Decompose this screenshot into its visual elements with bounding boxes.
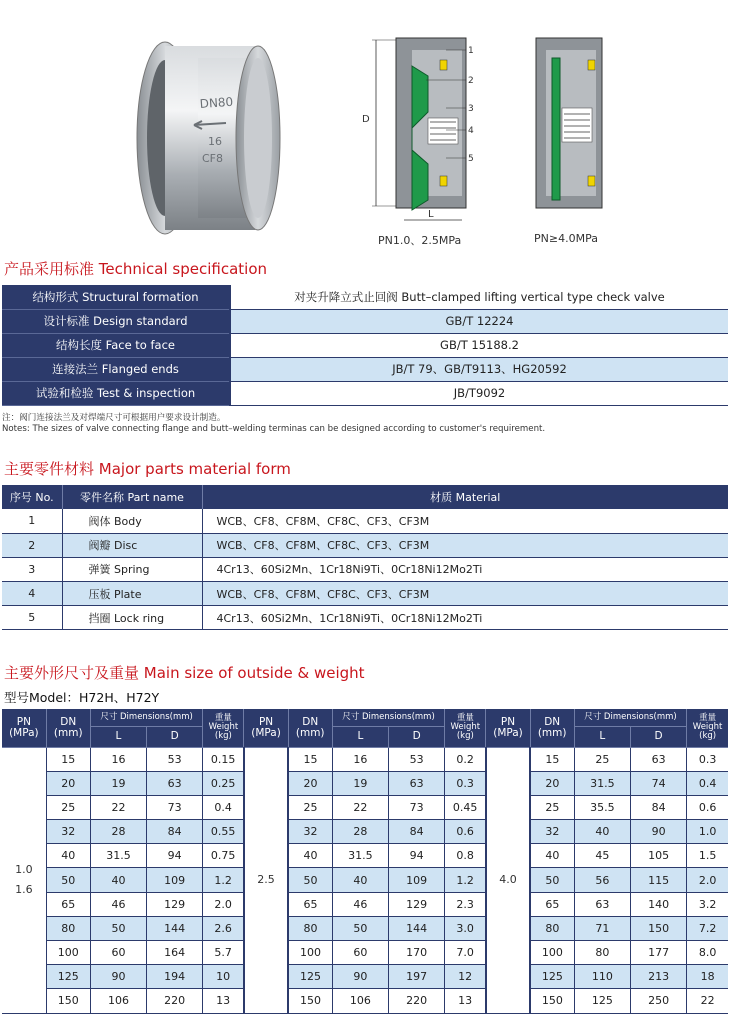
header-l: L <box>332 727 388 747</box>
dimensions-table <box>2 709 728 1014</box>
dims-body <box>2 747 728 1013</box>
header-dimensions: 尺寸 Dimensions(mm) <box>332 709 444 727</box>
table-row <box>2 941 728 965</box>
cell-weight: 0.75 <box>203 844 244 868</box>
cell-d: 250 <box>630 989 686 1013</box>
header-part: 零件名称 Part name <box>62 485 202 509</box>
cell-weight: 0.15 <box>203 747 244 771</box>
cell-dn: 125 <box>46 965 90 989</box>
table-row <box>2 381 728 405</box>
dims-header <box>2 709 728 747</box>
cell-dn: 15 <box>530 747 574 771</box>
cell-dn: 50 <box>46 868 90 892</box>
cell-l: 22 <box>90 795 146 819</box>
cell-weight: 13 <box>203 989 244 1013</box>
header-weight: 重量 Weight (kg) <box>445 709 486 747</box>
cell-d: 220 <box>389 989 445 1013</box>
cell-d: 94 <box>389 844 445 868</box>
part-name: 挡圈 Lock ring <box>62 606 202 630</box>
spec-value: GB/T 15188.2 <box>230 333 728 357</box>
header-weight: 重量 Weight (kg) <box>687 709 728 747</box>
cell-weight: 1.5 <box>687 844 728 868</box>
cell-l: 63 <box>574 892 630 916</box>
cell-weight: 2.0 <box>203 892 244 916</box>
cell-dn: 100 <box>46 941 90 965</box>
cell-weight: 10 <box>203 965 244 989</box>
table-row <box>2 844 728 868</box>
cell-d: 220 <box>147 989 203 1013</box>
cell-d: 63 <box>389 771 445 795</box>
table-row <box>2 916 728 940</box>
cell-dn: 40 <box>530 844 574 868</box>
cell-l: 46 <box>332 892 388 916</box>
spec-value: GB/T 12224 <box>230 309 728 333</box>
cell-dn: 15 <box>46 747 90 771</box>
table-row <box>2 582 728 606</box>
cell-weight: 7.0 <box>445 941 486 965</box>
cell-d: 63 <box>147 771 203 795</box>
header-pn: PN (MPa) <box>2 709 46 747</box>
pn-group-value: 4.0 <box>486 747 530 1013</box>
cell-d: 73 <box>147 795 203 819</box>
part-no: 3 <box>2 557 62 581</box>
cell-l: 56 <box>574 868 630 892</box>
section-drawing-pn40 <box>536 38 602 208</box>
cell-d: 84 <box>147 820 203 844</box>
cell-d: 194 <box>147 965 203 989</box>
cell-d: 53 <box>389 747 445 771</box>
cell-l: 46 <box>90 892 146 916</box>
header-l: L <box>90 727 146 747</box>
cell-l: 40 <box>332 868 388 892</box>
header-l: L <box>574 727 630 747</box>
table-row <box>2 509 728 533</box>
cell-d: 84 <box>630 795 686 819</box>
cell-dn: 50 <box>530 868 574 892</box>
part-no: 4 <box>2 582 62 606</box>
header-d: D <box>147 727 203 747</box>
table-row <box>2 989 728 1013</box>
cell-weight: 3.0 <box>445 916 486 940</box>
table-row <box>2 309 728 333</box>
cell-dn: 40 <box>288 844 332 868</box>
spec-value: 对夹升降立式止回阀 Butt–clamped lifting vertical type check valve <box>230 285 728 309</box>
note-chinese: 注：阀门连接法兰及对焊端尺寸可根据用户要求设计制造。 <box>2 413 226 423</box>
cell-l: 31.5 <box>574 771 630 795</box>
cell-weight: 5.7 <box>203 941 244 965</box>
table-row <box>2 533 728 557</box>
cell-d: 177 <box>630 941 686 965</box>
part-material: WCB、CF8、CF8M、CF8C、CF3、CF3M <box>202 582 728 606</box>
cell-dn: 100 <box>530 941 574 965</box>
caption-pn10: PN1.0、2.5MPa <box>378 234 462 247</box>
cell-l: 31.5 <box>332 844 388 868</box>
cell-weight: 2.6 <box>203 916 244 940</box>
note-english: Notes: The sizes of valve connecting flange and butt–welding terminas can be designed according to customer's requirement. <box>2 424 546 434</box>
cell-l: 90 <box>332 965 388 989</box>
cell-weight: 1.2 <box>203 868 244 892</box>
part-material: 4Cr13、60Si2Mn、1Cr18Ni9Ti、0Cr18Ni12Mo2Ti <box>202 606 728 630</box>
cell-d: 63 <box>630 747 686 771</box>
cell-dn: 150 <box>288 989 332 1013</box>
cell-l: 110 <box>574 965 630 989</box>
model-line: 型号Model：H72H、H72Y <box>4 690 160 705</box>
cell-dn: 150 <box>530 989 574 1013</box>
spec-label: 结构长度 Face to face <box>2 333 230 357</box>
cell-d: 140 <box>630 892 686 916</box>
cell-dn: 25 <box>46 795 90 819</box>
callout-1: 1 <box>468 46 474 56</box>
header-d: D <box>630 727 686 747</box>
cell-dn: 40 <box>46 844 90 868</box>
cell-l: 60 <box>332 941 388 965</box>
header-weight: 重量 Weight (kg) <box>203 709 244 747</box>
cell-d: 74 <box>630 771 686 795</box>
cell-weight: 0.4 <box>687 771 728 795</box>
cell-d: 84 <box>389 820 445 844</box>
cell-d: 105 <box>630 844 686 868</box>
table-row <box>2 771 728 795</box>
cell-dn: 32 <box>530 820 574 844</box>
cell-weight: 0.3 <box>445 771 486 795</box>
callout-3: 3 <box>468 104 474 114</box>
cell-d: 144 <box>147 916 203 940</box>
cell-dn: 50 <box>288 868 332 892</box>
cell-d: 197 <box>389 965 445 989</box>
cell-dn: 32 <box>46 820 90 844</box>
table-row <box>2 965 728 989</box>
dimension-label-d: D <box>362 114 370 125</box>
cell-l: 90 <box>90 965 146 989</box>
table-header-row <box>2 485 728 509</box>
spec-label: 设计标准 Design standard <box>2 309 230 333</box>
cell-weight: 3.2 <box>687 892 728 916</box>
cell-weight: 0.4 <box>203 795 244 819</box>
cell-dn: 20 <box>46 771 90 795</box>
cell-weight: 2.3 <box>445 892 486 916</box>
photo-mark-pressure: 16 <box>208 135 222 148</box>
table-header-row <box>2 727 728 747</box>
valve-photo <box>137 42 280 234</box>
table-row <box>2 820 728 844</box>
materials-table <box>2 485 728 630</box>
technical-spec-table <box>2 285 728 406</box>
cell-weight: 1.0 <box>687 820 728 844</box>
cell-weight: 0.45 <box>445 795 486 819</box>
table-row <box>2 892 728 916</box>
part-material: 4Cr13、60Si2Mn、1Cr18Ni9Ti、0Cr18Ni12Mo2Ti <box>202 557 728 581</box>
part-name: 阀体 Body <box>62 509 202 533</box>
part-no: 1 <box>2 509 62 533</box>
callout-4: 4 <box>468 126 474 136</box>
cell-dn: 32 <box>288 820 332 844</box>
cell-weight: 18 <box>687 965 728 989</box>
cell-l: 40 <box>90 868 146 892</box>
header-dimensions: 尺寸 Dimensions(mm) <box>90 709 202 727</box>
cell-weight: 7.2 <box>687 916 728 940</box>
cell-d: 170 <box>389 941 445 965</box>
cell-dn: 80 <box>530 916 574 940</box>
cell-d: 109 <box>389 868 445 892</box>
cell-d: 144 <box>389 916 445 940</box>
cell-d: 53 <box>147 747 203 771</box>
header-dn: DN (mm) <box>530 709 574 747</box>
part-no: 2 <box>2 533 62 557</box>
cell-l: 125 <box>574 989 630 1013</box>
cell-l: 71 <box>574 916 630 940</box>
cell-weight: 0.25 <box>203 771 244 795</box>
cell-dn: 150 <box>46 989 90 1013</box>
cell-dn: 100 <box>288 941 332 965</box>
cell-dn: 20 <box>530 771 574 795</box>
part-name: 弹簧 Spring <box>62 557 202 581</box>
cell-weight: 0.2 <box>445 747 486 771</box>
cell-dn: 80 <box>288 916 332 940</box>
table-row <box>2 868 728 892</box>
part-no: 5 <box>2 606 62 630</box>
part-name: 压板 Plate <box>62 582 202 606</box>
spec-label: 连接法兰 Flanged ends <box>2 357 230 381</box>
cell-l: 35.5 <box>574 795 630 819</box>
header-dn: DN (mm) <box>46 709 90 747</box>
technical-spec-title: 产品采用标准 Technical specification <box>4 260 268 278</box>
cell-l: 45 <box>574 844 630 868</box>
cell-l: 60 <box>90 941 146 965</box>
cell-d: 73 <box>389 795 445 819</box>
part-material: WCB、CF8、CF8M、CF8C、CF3、CF3M <box>202 509 728 533</box>
cell-weight: 22 <box>687 989 728 1013</box>
cell-l: 16 <box>90 747 146 771</box>
cell-l: 25 <box>574 747 630 771</box>
header-material: 材质 Material <box>202 485 728 509</box>
cell-weight: 0.6 <box>687 795 728 819</box>
cell-weight: 8.0 <box>687 941 728 965</box>
dimension-label-l: L <box>428 209 434 220</box>
table-header-row <box>2 709 728 727</box>
cell-d: 94 <box>147 844 203 868</box>
table-row <box>2 333 728 357</box>
spec-label: 试验和检验 Test & inspection <box>2 381 230 405</box>
callout-2: 2 <box>468 76 474 86</box>
photo-mark-material: CF8 <box>202 152 224 165</box>
spec-label: 结构形式 Structural formation <box>2 285 230 309</box>
table-row <box>2 747 728 771</box>
materials-title: 主要零件材料 Major parts material form <box>4 460 291 478</box>
cell-dn: 25 <box>288 795 332 819</box>
header-d: D <box>389 727 445 747</box>
table-row <box>2 795 728 819</box>
cell-dn: 65 <box>530 892 574 916</box>
header-pn: PN (MPa) <box>486 709 530 747</box>
cell-weight: 0.3 <box>687 747 728 771</box>
cell-l: 16 <box>332 747 388 771</box>
cell-weight: 2.0 <box>687 868 728 892</box>
cell-d: 213 <box>630 965 686 989</box>
cell-d: 129 <box>389 892 445 916</box>
valve-illustrations <box>0 0 730 252</box>
cell-d: 109 <box>147 868 203 892</box>
cell-weight: 13 <box>445 989 486 1013</box>
pn-group-value: 2.5 <box>244 747 288 1013</box>
cell-weight: 12 <box>445 965 486 989</box>
dimensions-title: 主要外形尺寸及重量 Main size of outside & weight <box>4 664 365 682</box>
cell-dn: 125 <box>530 965 574 989</box>
cell-l: 28 <box>90 820 146 844</box>
callout-5: 5 <box>468 154 474 164</box>
cell-l: 106 <box>90 989 146 1013</box>
cell-dn: 65 <box>46 892 90 916</box>
cell-l: 106 <box>332 989 388 1013</box>
cell-l: 80 <box>574 941 630 965</box>
part-name: 阀瓣 Disc <box>62 533 202 557</box>
cell-dn: 125 <box>288 965 332 989</box>
cell-l: 19 <box>90 771 146 795</box>
cell-d: 115 <box>630 868 686 892</box>
cell-weight: 0.55 <box>203 820 244 844</box>
cell-d: 164 <box>147 941 203 965</box>
cell-l: 50 <box>332 916 388 940</box>
header-dn: DN (mm) <box>288 709 332 747</box>
cell-weight: 0.6 <box>445 820 486 844</box>
cell-dn: 20 <box>288 771 332 795</box>
cell-d: 150 <box>630 916 686 940</box>
cell-dn: 80 <box>46 916 90 940</box>
section-drawing-pn10 <box>362 38 474 220</box>
pn-group-value: 1.0 1.6 <box>2 747 46 1013</box>
caption-pn40: PN≥4.0MPa <box>534 232 598 245</box>
cell-l: 50 <box>90 916 146 940</box>
table-row <box>2 357 728 381</box>
cell-d: 90 <box>630 820 686 844</box>
cell-l: 22 <box>332 795 388 819</box>
figures-area <box>0 0 730 252</box>
cell-dn: 15 <box>288 747 332 771</box>
part-material: WCB、CF8、CF8M、CF8C、CF3、CF3M <box>202 533 728 557</box>
cell-l: 40 <box>574 820 630 844</box>
cell-l: 31.5 <box>90 844 146 868</box>
photo-mark-size: DN80 <box>199 94 234 111</box>
cell-weight: 0.8 <box>445 844 486 868</box>
header-pn: PN (MPa) <box>244 709 288 747</box>
spec-value: JB/T 79、GB/T9113、HG20592 <box>230 357 728 381</box>
cell-dn: 25 <box>530 795 574 819</box>
table-row <box>2 285 728 309</box>
header-dimensions: 尺寸 Dimensions(mm) <box>574 709 686 727</box>
spec-value: JB/T9092 <box>230 381 728 405</box>
table-row <box>2 557 728 581</box>
header-no: 序号 No. <box>2 485 62 509</box>
cell-dn: 65 <box>288 892 332 916</box>
table-row <box>2 606 728 630</box>
cell-l: 19 <box>332 771 388 795</box>
cell-weight: 1.2 <box>445 868 486 892</box>
cell-d: 129 <box>147 892 203 916</box>
cell-l: 28 <box>332 820 388 844</box>
